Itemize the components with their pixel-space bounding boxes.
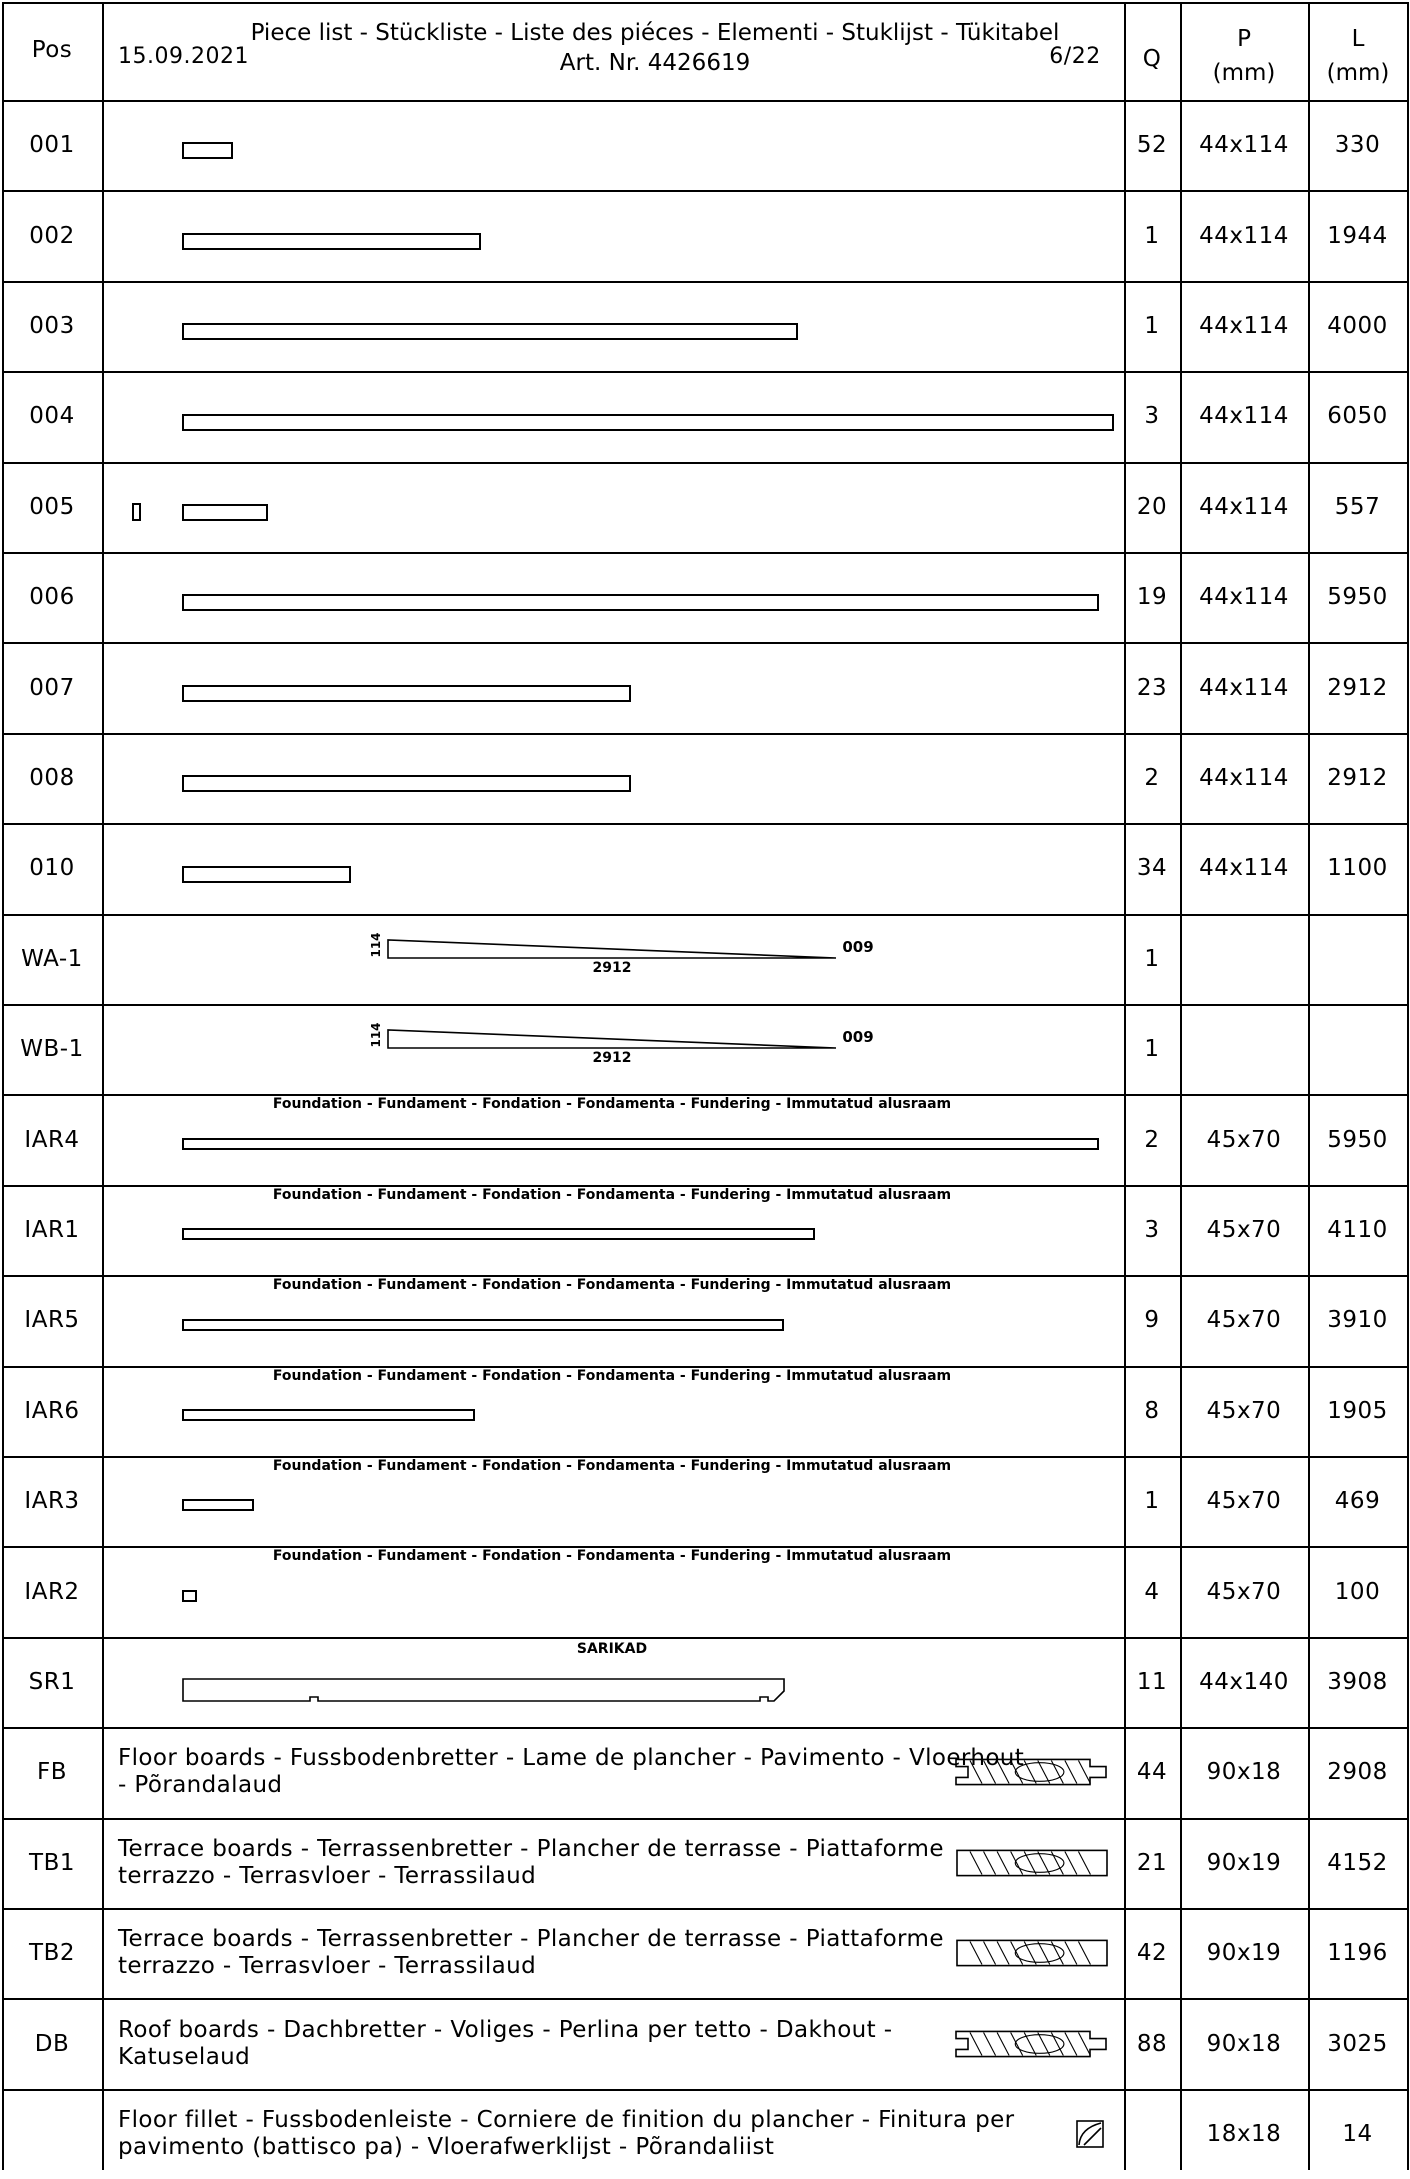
- board-bar: [182, 414, 1114, 431]
- rafter-diagram: [182, 1677, 794, 1707]
- table-top-border: [2, 2, 1408, 4]
- row-quantity: 4: [1144, 1578, 1160, 1605]
- foundation-label: Foundation - Fundament - Fondation - Fondamenta - Fundering - Immutatud alusraam: [272, 1458, 952, 1474]
- row-pos: TB1: [29, 1849, 75, 1876]
- row-profile: 44x114: [1199, 584, 1289, 611]
- header-profile-label: P: [1237, 26, 1251, 52]
- board-bar: [182, 685, 631, 702]
- row-quantity: 20: [1136, 493, 1168, 520]
- board-bar: [182, 504, 268, 521]
- board-bar: [182, 594, 1099, 611]
- row-pos: 008: [29, 764, 75, 791]
- row-length: 2912: [1327, 674, 1388, 701]
- row-length: 1196: [1327, 1940, 1388, 1967]
- fillet-icon: [1076, 2120, 1104, 2148]
- row-description: [118, 1836, 944, 1890]
- row-quantity: [1124, 2089, 1180, 2179]
- foundation-label: Foundation - Fundament - Fondation - Fondamenta - Fundering - Immutatud alusraam: [272, 1186, 952, 1203]
- row-length: 2908: [1327, 1759, 1388, 1786]
- row-pos: [2, 2089, 102, 2179]
- row-quantity: 1: [1144, 222, 1160, 249]
- table-right-border: [1407, 2, 1409, 2170]
- row-length: 4110: [1327, 1216, 1388, 1243]
- row-profile: [1180, 914, 1308, 1004]
- board-end-section: [132, 503, 141, 521]
- foundation-label: Foundation - Fundament - Fondation - Fondamenta - Fundering - Immutatud alusraam: [272, 1277, 952, 1294]
- board-bar: [182, 1499, 254, 1511]
- row-pos: 003: [29, 312, 75, 339]
- board-bar: [182, 1319, 784, 1331]
- row-pos: IAR5: [24, 1307, 80, 1334]
- row-pos: 007: [29, 674, 75, 701]
- row-quantity: 1: [1144, 1036, 1160, 1063]
- row-pos: IAR4: [24, 1126, 80, 1153]
- header-length-unit: (mm): [1326, 60, 1390, 86]
- tongue-groove-board-icon: [956, 1754, 1108, 1790]
- row-pos: IAR2: [24, 1578, 80, 1605]
- row-profile: 44x114: [1199, 674, 1289, 701]
- row-quantity: 2: [1144, 1126, 1160, 1153]
- row-quantity: 88: [1136, 2030, 1168, 2057]
- row-length: 14: [1342, 2120, 1373, 2147]
- row-profile: 44x114: [1199, 855, 1289, 882]
- row-quantity: 52: [1136, 132, 1168, 159]
- row-length: 1905: [1327, 1397, 1388, 1424]
- row-quantity: 42: [1136, 1940, 1168, 1967]
- row-pos: SR1: [28, 1668, 76, 1695]
- row-length: [1308, 914, 1407, 1004]
- row-quantity: 1: [1144, 1488, 1160, 1515]
- header-pos: Pos: [31, 37, 73, 63]
- row-description: [118, 2017, 892, 2071]
- board-bar: [182, 1228, 815, 1240]
- row-length: 469: [1334, 1488, 1381, 1515]
- row-description: [118, 1745, 1024, 1799]
- row-quantity: 1: [1144, 945, 1160, 972]
- header-title: [240, 18, 1070, 78]
- row-description-line: Katuselaud: [118, 2043, 251, 2070]
- wedge-shape: [388, 1030, 836, 1048]
- header-length: [1308, 22, 1408, 90]
- row-profile: 44x114: [1199, 493, 1289, 520]
- row-profile: 90x19: [1206, 1940, 1282, 1967]
- row-quantity: 3: [1144, 403, 1160, 430]
- board-bar: [182, 323, 798, 340]
- row-pos: 001: [29, 132, 75, 159]
- header-page-number: 6/22: [1049, 43, 1101, 69]
- row-profile: 45x70: [1206, 1578, 1282, 1605]
- row-description-line: Roof boards - Dachbretter - Voliges - Perlina per tetto - Dakhout -: [118, 2016, 893, 2043]
- board-bar: [182, 142, 233, 159]
- row-pos: TB2: [29, 1940, 75, 1967]
- row-description-line: - Põrandalaud: [118, 1772, 283, 1799]
- row-pos: 010: [29, 855, 75, 882]
- terrace-board-icon: [956, 1845, 1108, 1881]
- header-profile-unit: (mm): [1212, 60, 1276, 86]
- header-date: 15.09.2021: [118, 43, 249, 69]
- row-length: 1944: [1327, 222, 1388, 249]
- wedge-part-label: 009: [842, 1028, 874, 1046]
- board-bar: [182, 866, 351, 883]
- row-length: 557: [1334, 493, 1381, 520]
- row-profile: 45x70: [1206, 1488, 1282, 1515]
- row-length: 3908: [1327, 1668, 1388, 1695]
- row-profile: 18x18: [1206, 2120, 1282, 2147]
- header-profile: [1180, 22, 1308, 90]
- row-description: [118, 1926, 944, 1980]
- header-length-label: L: [1351, 26, 1365, 52]
- row-quantity: 44: [1136, 1759, 1168, 1786]
- row-quantity: 9: [1144, 1307, 1160, 1334]
- row-profile: 90x19: [1206, 1849, 1282, 1876]
- row-length: 5950: [1327, 584, 1388, 611]
- wedge-length-label: 2912: [592, 1050, 632, 1066]
- row-profile: 45x70: [1206, 1307, 1282, 1334]
- row-quantity: 23: [1136, 674, 1168, 701]
- row-length: 5950: [1327, 1126, 1388, 1153]
- row-quantity: 21: [1136, 1849, 1168, 1876]
- row-quantity: 2: [1144, 764, 1160, 791]
- row-description: [118, 2107, 1014, 2161]
- row-quantity: 34: [1136, 855, 1168, 882]
- row-length: 4000: [1327, 312, 1388, 339]
- wedge-length-label: 2912: [592, 959, 632, 976]
- row-length: 1100: [1327, 855, 1388, 882]
- row-profile: 44x114: [1199, 764, 1289, 791]
- rafter-shape: [183, 1679, 784, 1701]
- row-description-line: Terrace boards - Terrassenbretter - Plancher de terrasse - Piattaforme: [118, 1835, 944, 1862]
- row-pos: IAR6: [24, 1397, 80, 1424]
- row-pos: DB: [34, 2030, 70, 2057]
- row-length: 330: [1334, 132, 1381, 159]
- row-profile: 45x70: [1206, 1397, 1282, 1424]
- foundation-label: Foundation - Fundament - Fondation - Fondamenta - Fundering - Immutatud alusraam: [272, 1548, 952, 1565]
- row-length: 4152: [1327, 1849, 1388, 1876]
- board-bar: [182, 775, 631, 792]
- row-profile: 90x18: [1206, 1759, 1282, 1786]
- row-profile: 44x114: [1199, 132, 1289, 159]
- row-description-line: terrazzo - Terrasvloer - Terrassilaud: [118, 1862, 537, 1889]
- row-pos: 004: [29, 403, 75, 430]
- row-length: 2912: [1327, 764, 1388, 791]
- row-pos: IAR3: [24, 1488, 80, 1515]
- board-bar: [182, 233, 481, 250]
- header-quantity: Q: [1142, 46, 1162, 72]
- row-length: [1308, 1004, 1407, 1094]
- foundation-label: Foundation - Fundament - Fondation - Fondamenta - Fundering - Immutatud alusraam: [272, 1096, 952, 1113]
- row-profile: 44x140: [1199, 1668, 1289, 1695]
- header-title-line1: Piece list - Stückliste - Liste des piéces - Elementi - Stuklijst - Tükitabel: [250, 20, 1060, 46]
- row-description-line: pavimento (battisco pa) - Vloerafwerklijst - Põrandaliist: [118, 2134, 775, 2160]
- row-quantity: 1: [1144, 312, 1160, 339]
- rafter-label: SARIKAD: [576, 1640, 648, 1657]
- row-profile: 44x114: [1199, 403, 1289, 430]
- board-bar: [182, 1590, 197, 1602]
- row-description-line: Floor fillet - Fussbodenleiste - Corniere de finition du plancher - Finitura per: [118, 2107, 1015, 2133]
- row-pos: 005: [29, 493, 75, 520]
- row-pos: 006: [29, 584, 75, 611]
- row-quantity: 3: [1144, 1216, 1160, 1243]
- row-pos: IAR1: [24, 1216, 80, 1243]
- row-quantity: 8: [1144, 1397, 1160, 1424]
- row-description-line: terrazzo - Terrasvloer - Terrassilaud: [118, 1953, 537, 1980]
- tongue-groove-board-icon: [956, 2026, 1108, 2062]
- row-length: 3910: [1327, 1307, 1388, 1334]
- row-quantity: 19: [1136, 584, 1168, 611]
- foundation-label: Foundation - Fundament - Fondation - Fondamenta - Fundering - Immutatud alusraam: [272, 1367, 952, 1384]
- row-quantity: 11: [1136, 1668, 1168, 1695]
- board-bar: [182, 1138, 1099, 1150]
- row-description-line: Floor boards - Fussbodenbretter - Lame de plancher - Pavimento - Vloerhout: [118, 1745, 1025, 1772]
- row-pos: WA-1: [21, 945, 83, 972]
- row-length: 3025: [1327, 2030, 1388, 2057]
- header-article-number: Art. Nr. 4426619: [559, 50, 751, 76]
- row-profile: 90x18: [1206, 2030, 1282, 2057]
- wedge-height-label: 114: [369, 932, 383, 958]
- row-profile: 45x70: [1206, 1216, 1282, 1243]
- row-profile: 45x70: [1206, 1126, 1282, 1153]
- wedge-shape: [388, 940, 836, 958]
- row-profile: 44x114: [1199, 222, 1289, 249]
- row-pos: FB: [36, 1759, 67, 1786]
- terrace-board-icon: [956, 1935, 1108, 1971]
- wedge-part-label: 009: [842, 937, 874, 956]
- row-pos: 002: [29, 222, 75, 249]
- row-description-line: Terrace boards - Terrassenbretter - Plancher de terrasse - Piattaforme: [118, 1926, 944, 1953]
- row-length: 6050: [1327, 403, 1388, 430]
- board-bar: [182, 1409, 475, 1421]
- wedge-height-label: 114: [369, 1022, 383, 1048]
- row-length: 100: [1334, 1578, 1381, 1605]
- pos-column-divider: [102, 2, 104, 2170]
- row-profile: [1180, 1004, 1308, 1094]
- row-profile: 44x114: [1199, 312, 1289, 339]
- row-pos: WB-1: [20, 1036, 84, 1063]
